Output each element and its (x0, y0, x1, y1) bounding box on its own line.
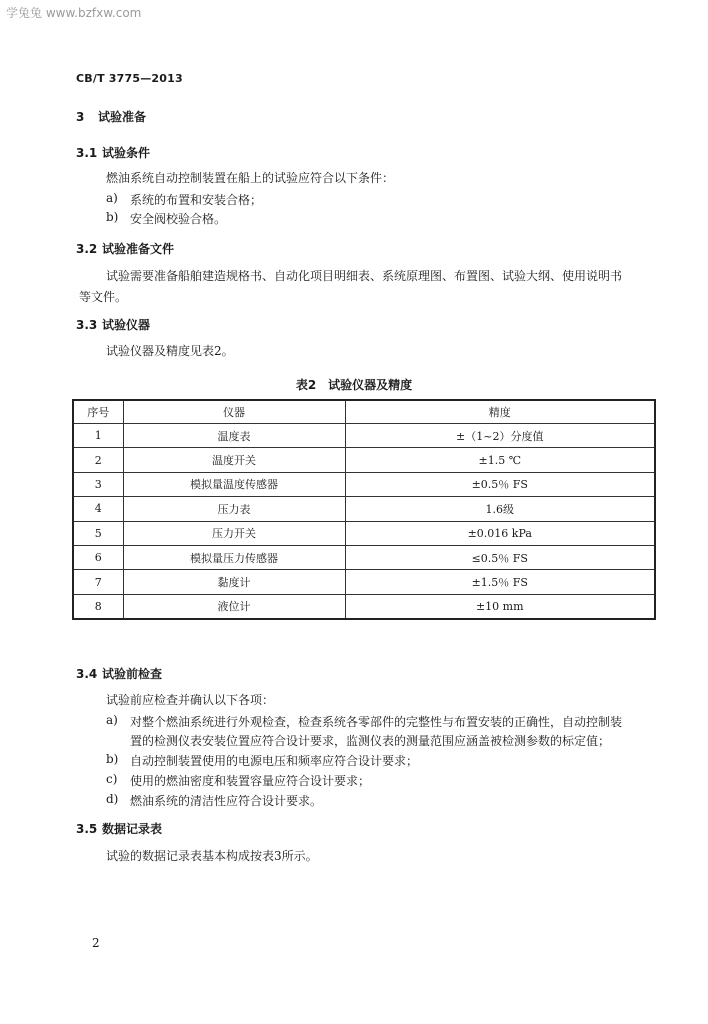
list-marker: b) (106, 752, 119, 766)
table-caption: 表2 试验仪器及精度 (295, 378, 413, 392)
cell-index: 5 (73, 521, 123, 545)
list-marker: a) (106, 191, 118, 205)
heading-title: 试验条件 (102, 146, 151, 160)
page-number: 2 (92, 936, 100, 950)
cell-index: 7 (73, 570, 123, 594)
table-row (73, 448, 655, 472)
cell-accuracy: ±0.016 kPa (345, 521, 655, 545)
cell-accuracy: ±10 mm (345, 594, 655, 619)
heading-title: 数据记录表 (102, 822, 163, 836)
list-text: 系统的布置和安装合格； (130, 193, 263, 207)
cell-accuracy: ±1.5％ FS (345, 570, 655, 594)
list-marker: d) (106, 792, 119, 806)
list-text: 自动控制装置使用的电源电压和频率应符合设计要求； (130, 754, 419, 768)
heading-number: 3.1 (76, 146, 98, 160)
heading-title: 试验准备文件 (102, 242, 175, 256)
list-marker: a) (106, 713, 118, 727)
table-header-row (73, 400, 655, 424)
cell-instrument: 液位计 (123, 594, 345, 619)
cell-instrument: 温度表 (123, 424, 345, 448)
cell-instrument: 压力开关 (123, 521, 345, 545)
table-row (73, 545, 655, 569)
list-marker: b) (106, 210, 119, 224)
list-text-continuation: 置的检测仪表安装位置应符合设计要求，监测仪表的测量范围应涵盖被检测参数的标定值； (130, 734, 611, 748)
cell-index: 6 (73, 545, 123, 569)
cell-accuracy: ±（1~2）分度值 (345, 424, 655, 448)
heading-number: 3.3 (76, 318, 98, 332)
table-row (73, 424, 655, 448)
heading-3 (76, 108, 146, 125)
heading-number: 3.2 (76, 242, 98, 256)
heading-3-2 (76, 240, 174, 257)
heading-number: 3 (76, 110, 85, 124)
heading-title: 试验前检查 (102, 667, 163, 681)
cell-index: 1 (73, 424, 123, 448)
cell-accuracy: ≤0.5％ FS (345, 545, 655, 569)
watermark: 学兔兔 www.bzfxw.com (6, 6, 142, 20)
heading-title: 试验仪器 (102, 318, 151, 332)
table-row (73, 521, 655, 545)
cell-index: 4 (73, 497, 123, 521)
table-row (73, 497, 655, 521)
instrument-table (72, 399, 656, 620)
header-index: 序号 (73, 400, 123, 424)
header-instrument: 仪器 (123, 400, 345, 424)
table-row (73, 570, 655, 594)
table-row (73, 594, 655, 619)
table-row (73, 472, 655, 496)
header-accuracy: 精度 (345, 400, 655, 424)
heading-3-5 (76, 820, 162, 837)
list-marker: c) (106, 772, 118, 786)
list-text: 使用的燃油密度和装置容量应符合设计要求； (130, 774, 371, 788)
list-text: 燃油系统的清洁性应符合设计要求。 (130, 794, 323, 808)
paragraph: 燃油系统自动控制装置在船上的试验应符合以下条件： (106, 171, 395, 185)
cell-index: 3 (73, 472, 123, 496)
cell-index: 2 (73, 448, 123, 472)
paragraph: 试验前应检查并确认以下各项： (106, 693, 275, 707)
heading-number: 3.4 (76, 667, 98, 681)
standard-number: CB/T 3775—2013 (76, 72, 183, 85)
cell-accuracy: ±1.5 ℃ (345, 448, 655, 472)
paragraph: 试验仪器及精度见表2。 (106, 344, 234, 358)
paragraph: 试验的数据记录表基本构成按表3所示。 (106, 849, 318, 863)
heading-3-3 (76, 316, 150, 333)
cell-instrument: 模拟量温度传感器 (123, 472, 345, 496)
list-text: 对整个燃油系统进行外观检查，检查系统各零部件的完整性与布置安装的正确性，自动控制装 (130, 715, 623, 729)
paragraph: 试验需要准备船舶建造规格书、自动化项目明细表、系统原理图、布置图、试验大纲、使用说明书 (106, 269, 623, 283)
list-text: 安全阀校验合格。 (130, 212, 227, 226)
cell-instrument: 黏度计 (123, 570, 345, 594)
cell-index: 8 (73, 594, 123, 619)
cell-accuracy: 1.6级 (345, 497, 655, 521)
cell-accuracy: ±0.5％ FS (345, 472, 655, 496)
heading-3-1 (76, 144, 150, 161)
heading-title: 试验准备 (98, 110, 147, 124)
heading-number: 3.5 (76, 822, 98, 836)
cell-instrument: 温度开关 (123, 448, 345, 472)
heading-3-4 (76, 665, 162, 682)
paragraph-continuation: 等文件。 (79, 290, 128, 304)
cell-instrument: 压力表 (123, 497, 345, 521)
cell-instrument: 模拟量压力传感器 (123, 545, 345, 569)
